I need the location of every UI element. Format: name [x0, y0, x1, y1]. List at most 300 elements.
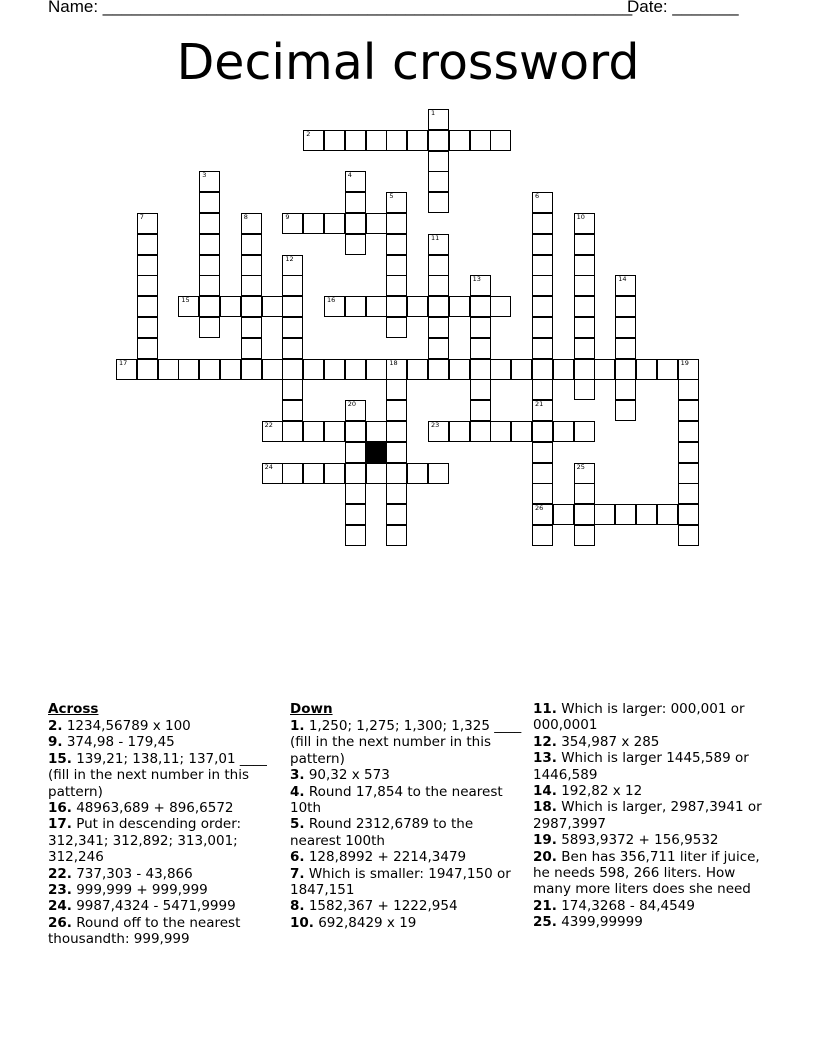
grid-cell[interactable]	[678, 483, 699, 504]
clue-number-label: 14	[618, 275, 627, 284]
clue-text: 1582,367 + 1222,954	[304, 898, 458, 915]
grid-cell[interactable]	[428, 171, 449, 192]
grid-cell[interactable]	[470, 400, 491, 421]
clue-number-label: 4	[347, 171, 352, 180]
grid-cell[interactable]	[345, 171, 366, 192]
clue-number-label: 11	[431, 233, 440, 242]
grid-cell[interactable]	[199, 213, 220, 234]
grid-cell[interactable]	[553, 504, 574, 525]
grid-cell[interactable]	[241, 359, 262, 380]
clue-number-label: 16	[327, 296, 336, 305]
grid-cell[interactable]	[532, 213, 553, 234]
clue-number: 10.	[290, 914, 314, 931]
clue-number: 25.	[533, 914, 557, 931]
grid-cell[interactable]	[615, 400, 636, 421]
grid-cell[interactable]	[345, 421, 366, 442]
grid-cell[interactable]	[574, 463, 595, 484]
grid-cell[interactable]	[241, 213, 262, 234]
clue	[290, 784, 528, 817]
across-heading: Across	[48, 701, 99, 717]
grid-cell[interactable]	[428, 421, 449, 442]
grid-cell[interactable]	[615, 275, 636, 296]
clue-number-label: 5	[389, 192, 394, 201]
grid-cell[interactable]	[386, 359, 407, 380]
grid-cell[interactable]	[137, 359, 158, 380]
grid-cell[interactable]	[574, 421, 595, 442]
grid-cell[interactable]	[158, 359, 179, 380]
grid-cell[interactable]	[574, 504, 595, 525]
grid-cell[interactable]	[657, 504, 678, 525]
grid-cell[interactable]	[386, 275, 407, 296]
grid-cell[interactable]	[241, 338, 262, 359]
grid-cell[interactable]	[386, 192, 407, 213]
clue-number: 13.	[533, 750, 557, 767]
grid-cell[interactable]	[178, 296, 199, 317]
grid-cell[interactable]	[574, 213, 595, 234]
clue-text: 354,987 x 285	[556, 733, 660, 750]
grid-cell[interactable]	[615, 338, 636, 359]
grid-cell[interactable]	[532, 192, 553, 213]
grid-cell[interactable]	[615, 296, 636, 317]
clue-number: 16.	[48, 800, 72, 817]
grid-cell[interactable]	[282, 317, 303, 338]
clue-number: 8.	[290, 898, 305, 915]
grid-cell[interactable]	[678, 442, 699, 463]
clue	[48, 866, 284, 882]
grid-cell[interactable]	[428, 338, 449, 359]
grid-cell[interactable]	[366, 421, 387, 442]
clue-text: Round 17,854 to the nearest 10th	[290, 783, 503, 817]
grid-cell[interactable]	[678, 421, 699, 442]
clue-text: 48963,689 + 896,6572	[71, 800, 234, 817]
grid-cell[interactable]	[449, 296, 470, 317]
clue-number: 23.	[48, 882, 72, 899]
grid-cell[interactable]	[386, 234, 407, 255]
grid-cell[interactable]	[241, 255, 262, 276]
grid-cell[interactable]	[386, 525, 407, 546]
clue-number-label: 10	[576, 213, 585, 221]
grid-cell[interactable]	[532, 234, 553, 255]
grid-cell[interactable]	[511, 421, 532, 442]
grid-cell[interactable]	[386, 400, 407, 421]
clue-number: 6.	[290, 849, 305, 866]
grid-cell[interactable]	[241, 234, 262, 255]
grid-cell[interactable]	[490, 296, 511, 317]
clue-number-label: 1	[431, 109, 436, 117]
grid-cell[interactable]	[574, 483, 595, 504]
clue-text: Which is larger: 000,001 or 000,0001	[533, 701, 745, 734]
grid-cell[interactable]	[324, 359, 345, 380]
grid-cell[interactable]	[532, 275, 553, 296]
grid-cell[interactable]	[490, 359, 511, 380]
grid-cell[interactable]	[386, 213, 407, 234]
grid-cell[interactable]	[241, 317, 262, 338]
clue-text: 1234,56789 x 100	[62, 718, 191, 734]
clue-number: 7.	[290, 865, 305, 882]
grid-cell[interactable]	[428, 234, 449, 255]
grid-cell[interactable]	[428, 130, 449, 151]
grid-cell[interactable]	[386, 463, 407, 484]
grid-cell[interactable]	[532, 442, 553, 463]
grid-cell[interactable]	[428, 463, 449, 484]
grid-cell[interactable]	[470, 338, 491, 359]
grid-cell[interactable]	[366, 359, 387, 380]
grid-cell[interactable]	[199, 171, 220, 192]
grid-cell[interactable]	[532, 296, 553, 317]
grid-cell[interactable]	[657, 359, 678, 380]
grid-cell[interactable]	[345, 130, 366, 151]
clue-text: 139,21; 138,11; 137,01 ____ (fill in the next number in this pattern)	[48, 750, 267, 800]
grid-cell[interactable]	[470, 130, 491, 151]
clue-number-label: 18	[389, 358, 398, 367]
grid-cell[interactable]	[678, 463, 699, 484]
grid-cell[interactable]	[345, 525, 366, 546]
grid-cell[interactable]	[345, 483, 366, 504]
clue-number-label: 9	[285, 213, 290, 221]
clue-text: 174,3268 - 84,4549	[556, 897, 695, 914]
clue	[48, 882, 284, 898]
grid-cell[interactable]	[345, 213, 366, 234]
grid-cell[interactable]	[303, 463, 324, 484]
clue-text: Which is smaller: 1947,150 or 1847,151	[290, 865, 511, 899]
grid-cell[interactable]	[282, 463, 303, 484]
grid-cell[interactable]	[324, 463, 345, 484]
grid-cell[interactable]	[366, 213, 387, 234]
grid-cell[interactable]	[532, 338, 553, 359]
grid-cell[interactable]	[574, 317, 595, 338]
grid-cell[interactable]	[345, 359, 366, 380]
clue-number: 22.	[48, 865, 72, 882]
grid-cell[interactable]	[137, 234, 158, 255]
grid-cell[interactable]	[407, 130, 428, 151]
grid-cell[interactable]	[553, 359, 574, 380]
grid-cell[interactable]	[282, 213, 303, 234]
grid-cell[interactable]	[470, 359, 491, 380]
grid-cell[interactable]	[574, 234, 595, 255]
down-clue-list-continued	[533, 701, 773, 931]
grid-cell[interactable]	[199, 234, 220, 255]
grid-cell[interactable]	[324, 130, 345, 151]
grid-cell[interactable]	[303, 421, 324, 442]
clue-number-label: 6	[535, 192, 540, 201]
clue-text: 4399,99999	[556, 914, 643, 931]
clue	[48, 898, 284, 914]
grid-cell[interactable]	[178, 359, 199, 380]
down-clues	[290, 701, 528, 931]
clue-text: Which is larger 1445,589 or 1446,589	[533, 750, 749, 783]
clue	[533, 832, 773, 848]
clue	[48, 915, 284, 948]
clue	[533, 734, 773, 750]
grid-cell[interactable]	[137, 275, 158, 296]
clue	[533, 701, 773, 734]
clue-number: 19.	[533, 832, 557, 849]
clue-number: 3.	[290, 767, 305, 784]
grid-cell[interactable]	[282, 255, 303, 276]
grid-cell[interactable]	[615, 504, 636, 525]
clue	[48, 734, 284, 750]
grid-cell[interactable]	[407, 296, 428, 317]
grid-cell[interactable]	[386, 483, 407, 504]
grid-cell[interactable]	[116, 359, 137, 380]
clue-text: 5893,9372 + 156,9532	[556, 832, 719, 849]
clue-text: Ben has 356,711 liter if juice, he needs 598, 266 liters. How many more liters does she need	[533, 848, 760, 898]
grid-cell[interactable]	[574, 296, 595, 317]
clue-number: 11.	[533, 701, 557, 717]
grid-cell[interactable]	[594, 504, 615, 525]
grid-cell[interactable]	[282, 359, 303, 380]
grid-cell[interactable]	[366, 296, 387, 317]
grid-cell[interactable]	[282, 338, 303, 359]
grid-cell[interactable]	[532, 379, 553, 400]
grid-cell[interactable]	[594, 359, 615, 380]
clue-text: 692,8429 x 19	[313, 914, 417, 931]
down-clues-continued	[533, 701, 773, 931]
clue	[290, 915, 528, 931]
date-field: Date: _______	[627, 0, 739, 16]
grid-cell[interactable]	[636, 359, 657, 380]
across-clue-list	[48, 718, 284, 948]
grid-cell[interactable]	[386, 504, 407, 525]
grid-cell[interactable]	[470, 317, 491, 338]
grid-cell[interactable]	[345, 234, 366, 255]
down-clue-list	[290, 718, 528, 931]
page-title: Decimal crossword	[176, 34, 640, 91]
grid-cell[interactable]	[366, 130, 387, 151]
grid-cell[interactable]	[241, 296, 262, 317]
grid-cell[interactable]	[282, 400, 303, 421]
grid-cell[interactable]	[678, 400, 699, 421]
clue-number: 24.	[48, 898, 72, 915]
clue-text: Put in descending order: 312,341; 312,892; 313,001; 312,246	[48, 816, 242, 866]
clue-number: 1.	[290, 718, 305, 734]
grid-cell[interactable]	[490, 421, 511, 442]
grid-cell[interactable]	[345, 296, 366, 317]
clue	[48, 816, 284, 865]
clue-number-label: 3	[202, 171, 207, 180]
grid-cell[interactable]	[470, 421, 491, 442]
grid-cell[interactable]	[511, 359, 532, 380]
grid-cell[interactable]	[282, 379, 303, 400]
grid-cell[interactable]	[345, 504, 366, 525]
grid-cell[interactable]	[553, 421, 574, 442]
grid-cell[interactable]	[532, 400, 553, 421]
grid-cell[interactable]	[324, 296, 345, 317]
clue	[533, 898, 773, 914]
grid-cell[interactable]	[324, 213, 345, 234]
grid-cell[interactable]	[532, 504, 553, 525]
grid-cell[interactable]	[574, 359, 595, 380]
grid-cell[interactable]	[449, 359, 470, 380]
grid-cell[interactable]	[532, 463, 553, 484]
grid-cell[interactable]	[199, 275, 220, 296]
clue	[48, 800, 284, 816]
grid-cell[interactable]	[199, 359, 220, 380]
clue-number: 5.	[290, 816, 305, 833]
clue-text: 1,250; 1,275; 1,300; 1,325 ____ (fill in the next number in this pattern)	[290, 718, 522, 767]
grid-cell[interactable]	[282, 421, 303, 442]
grid-cell[interactable]	[470, 275, 491, 296]
clue	[533, 783, 773, 799]
grid-cell[interactable]	[345, 192, 366, 213]
clue-number: 2.	[48, 718, 63, 734]
clue-number-label: 12	[285, 254, 294, 263]
grid-cell[interactable]	[137, 213, 158, 234]
grid-cell[interactable]	[532, 255, 553, 276]
grid-cell[interactable]	[386, 379, 407, 400]
grid-cell[interactable]	[532, 317, 553, 338]
grid-cell[interactable]	[303, 359, 324, 380]
grid-cell[interactable]	[220, 296, 241, 317]
clue-text: 9987,4324 - 5471,9999	[71, 898, 236, 915]
clue-text: 90,32 x 573	[304, 767, 390, 784]
grid-cell[interactable]	[428, 296, 449, 317]
clue-text: 128,8992 + 2214,3479	[304, 849, 467, 866]
grid-cell[interactable]	[678, 504, 699, 525]
clue-number-label: 22	[264, 421, 273, 429]
grid-cell[interactable]	[303, 213, 324, 234]
grid-cell[interactable]	[386, 296, 407, 317]
grid-cell[interactable]	[262, 421, 283, 442]
clue-text: Round 2312,6789 to the nearest 100th	[290, 816, 474, 849]
clue-number-label: 13	[472, 275, 481, 284]
clue	[533, 750, 773, 783]
clue-number-label: 17	[119, 358, 128, 367]
clue-number: 12.	[533, 733, 557, 750]
grid-cell[interactable]	[574, 525, 595, 546]
grid-cell[interactable]	[345, 400, 366, 421]
clue-number-label: 25	[576, 462, 585, 471]
grid-cell[interactable]	[137, 317, 158, 338]
clue-number-label: 8	[243, 213, 248, 221]
grid-cell[interactable]	[574, 255, 595, 276]
grid-cell[interactable]	[386, 130, 407, 151]
grid-cell[interactable]	[428, 255, 449, 276]
grid-cell[interactable]	[532, 483, 553, 504]
clue	[290, 849, 528, 865]
clue-text: 999,999 + 999,999	[71, 882, 208, 899]
grid-cell[interactable]	[262, 359, 283, 380]
clue-number: 26.	[48, 914, 72, 931]
grid-cell[interactable]	[220, 359, 241, 380]
grid-cell[interactable]	[428, 317, 449, 338]
clue-number-label: 21	[535, 400, 544, 409]
grid-cell[interactable]	[532, 421, 553, 442]
grid-cell[interactable]	[428, 192, 449, 213]
clue-number-label: 26	[535, 504, 544, 513]
clue-number-label: 23	[431, 421, 440, 429]
grid-cell[interactable]	[407, 463, 428, 484]
grid-cell[interactable]	[407, 359, 428, 380]
grid-cell[interactable]	[470, 379, 491, 400]
grid-cell[interactable]	[532, 359, 553, 380]
grid-cell[interactable]	[428, 275, 449, 296]
clue-number: 20.	[533, 848, 557, 865]
clue-text: Which is larger, 2987,3941 or 2987,3997	[533, 799, 762, 832]
grid-cell[interactable]	[449, 130, 470, 151]
clue	[290, 816, 528, 849]
grid-cell[interactable]	[449, 421, 470, 442]
grid-cell[interactable]	[345, 442, 366, 463]
clue-number: 4.	[290, 783, 305, 800]
clue	[533, 799, 773, 832]
grid-cell[interactable]	[678, 379, 699, 400]
clue-number-label: 15	[181, 296, 190, 305]
clue-text: 374,98 - 179,45	[62, 734, 175, 751]
grid-cell[interactable]	[137, 296, 158, 317]
clue-number: 18.	[533, 799, 557, 816]
clue	[290, 718, 528, 767]
grid-cell[interactable]	[678, 525, 699, 546]
grid-cell[interactable]	[282, 275, 303, 296]
clue-text: Round off to the nearest thousandth: 999,999	[48, 914, 241, 948]
down-heading: Down	[290, 701, 333, 717]
clue-number-label: 24	[264, 462, 273, 471]
clue-number: 17.	[48, 816, 72, 833]
grid-cell[interactable]	[199, 192, 220, 213]
grid-cell[interactable]	[615, 359, 636, 380]
name-field: Name: ________________________________________________________	[48, 0, 633, 16]
clue-number: 9.	[48, 734, 63, 751]
grid-cell[interactable]	[303, 130, 324, 151]
across-clues	[48, 701, 284, 948]
grid-cell[interactable]	[366, 463, 387, 484]
grid-cell[interactable]	[470, 296, 491, 317]
grid-cell[interactable]	[262, 463, 283, 484]
clue-number-label: 20	[347, 400, 357, 409]
grid-cell[interactable]	[636, 504, 657, 525]
grid-cell[interactable]	[574, 379, 595, 400]
grid-cell[interactable]	[199, 296, 220, 317]
clue	[48, 751, 284, 800]
grid-cell[interactable]	[199, 255, 220, 276]
grid-cell[interactable]	[428, 109, 449, 130]
clue	[533, 849, 773, 898]
grid-cell[interactable]	[428, 151, 449, 172]
clue	[290, 767, 528, 783]
clue-text: 737,303 - 43,866	[71, 865, 193, 882]
grid-cell[interactable]	[428, 359, 449, 380]
grid-cell[interactable]	[678, 359, 699, 380]
black-cell	[366, 442, 387, 463]
grid-cell[interactable]	[386, 317, 407, 338]
clue-text: 192,82 x 12	[556, 783, 643, 800]
grid-cell[interactable]	[282, 296, 303, 317]
grid-cell[interactable]	[241, 275, 262, 296]
grid-cell[interactable]	[137, 338, 158, 359]
clue-number-label: 19	[680, 358, 689, 367]
grid-cell[interactable]	[532, 525, 553, 546]
grid-cell[interactable]	[386, 421, 407, 442]
grid-cell[interactable]	[615, 317, 636, 338]
grid-cell[interactable]	[199, 317, 220, 338]
grid-cell[interactable]	[262, 296, 283, 317]
grid-cell[interactable]	[386, 442, 407, 463]
grid-cell[interactable]	[615, 379, 636, 400]
grid-cell[interactable]	[345, 463, 366, 484]
grid-cell[interactable]	[324, 421, 345, 442]
grid-cell[interactable]	[490, 130, 511, 151]
clue	[290, 866, 528, 899]
clue-number: 14.	[533, 783, 557, 800]
grid-cell[interactable]	[386, 255, 407, 276]
clue	[290, 898, 528, 914]
grid-cell[interactable]	[574, 275, 595, 296]
grid-cell[interactable]	[137, 255, 158, 276]
clue-number: 21.	[533, 897, 557, 914]
clue	[48, 718, 284, 734]
grid-cell[interactable]	[574, 338, 595, 359]
